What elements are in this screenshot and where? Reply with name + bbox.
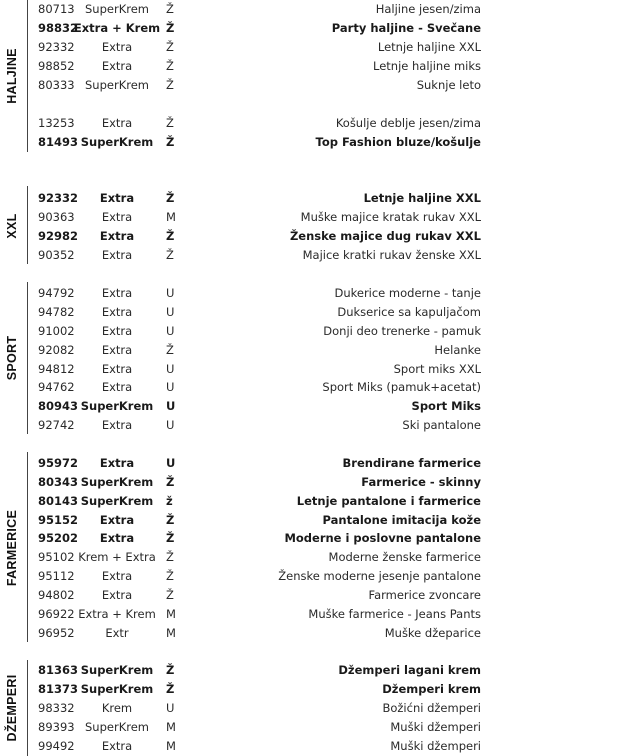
product-gender: Ž [166, 2, 174, 16]
product-gender: Ž [166, 40, 174, 54]
product-gender: M [166, 626, 176, 640]
product-name: Muške džeparice [384, 626, 481, 640]
product-quality: Extra [99, 513, 135, 527]
product-name: Farmerice - skinny [361, 475, 481, 489]
product-code: 95112 [38, 569, 75, 583]
product-quality: Extra [101, 362, 133, 376]
product-gender: Ž [166, 21, 175, 35]
product-name: Moderne i poslovne pantalone [284, 531, 481, 545]
product-row [0, 227, 622, 246]
product-gender: U [166, 362, 175, 376]
product-quality: Extra + Krem [78, 607, 156, 621]
product-row [0, 19, 622, 38]
product-name: Ski pantalone [402, 418, 481, 432]
product-name: Muški džemperi [390, 739, 481, 753]
product-row [0, 397, 622, 416]
product-quality: SuperKrem [85, 720, 149, 734]
product-row [0, 133, 622, 152]
product-quality: Krem + Extra [78, 550, 156, 564]
product-quality: Extra [101, 40, 133, 54]
product-row [0, 699, 622, 718]
section-label-haljine: HALJINE [5, 48, 19, 104]
product-name: Dukserice sa kapuljačom [337, 305, 481, 319]
product-name: Letnje haljine miks [373, 59, 481, 73]
product-quality: SuperKrem [85, 78, 149, 92]
product-gender: M [166, 607, 176, 621]
product-gender: Ž [166, 475, 175, 489]
product-quality: Extra [101, 324, 133, 338]
product-code: 94802 [38, 588, 75, 602]
product-gender: ž [166, 494, 173, 508]
product-gender: U [166, 305, 175, 319]
product-name: Košulje deblje jesen/zima [335, 116, 481, 130]
section-label-dzemperi: DŽEMPERI [5, 674, 19, 742]
product-row [0, 680, 622, 699]
product-gender: Ž [166, 343, 174, 357]
product-name: Sport Miks (pamuk+acetat) [322, 380, 481, 394]
product-gender: Ž [166, 588, 174, 602]
product-quality: Extra [101, 380, 133, 394]
product-quality: Extra [101, 739, 133, 753]
product-code: 99492 [38, 739, 75, 753]
product-code: 80343 [38, 475, 79, 489]
product-row [0, 341, 622, 360]
product-name: Moderne ženske farmerice [328, 550, 481, 564]
product-gender: Ž [166, 531, 175, 545]
product-row [0, 246, 622, 265]
product-quality: SuperKrem [85, 2, 149, 16]
section-label-sport: SPORT [5, 335, 19, 381]
product-row [0, 567, 622, 586]
product-gender: M [166, 720, 176, 734]
product-quality: SuperKrem [80, 399, 154, 413]
product-quality: Extra [101, 116, 133, 130]
product-name: Muški džemperi [390, 720, 481, 734]
product-gender: U [166, 286, 175, 300]
product-row [0, 189, 622, 208]
product-gender: Ž [166, 248, 174, 262]
product-quality: Extra [99, 191, 135, 205]
product-name: Top Fashion bluze/košulje [315, 135, 481, 149]
product-name: Donji deo trenerke - pamuk [323, 324, 481, 338]
product-quality: Extra [101, 59, 133, 73]
product-quality: SuperKrem [80, 682, 154, 696]
product-name: Ženske majice dug rukav XXL [289, 229, 481, 243]
product-row [0, 511, 622, 530]
product-code: 94792 [38, 286, 75, 300]
product-quality: Extra [101, 286, 133, 300]
product-gender: Ž [166, 116, 174, 130]
product-row [0, 76, 622, 95]
product-gender: Ž [166, 550, 174, 564]
product-row [0, 605, 622, 624]
product-gender: M [166, 210, 176, 224]
product-name: Majice kratki rukav ženske XXL [302, 248, 481, 262]
product-code: 80943 [38, 399, 79, 413]
product-code: 92742 [38, 418, 75, 432]
product-row [0, 57, 622, 76]
product-row [0, 454, 622, 473]
product-code: 80713 [38, 2, 75, 16]
product-name: Letnje pantalone i farmerice [296, 494, 481, 508]
product-code: 95152 [38, 513, 79, 527]
product-quality: Extra [99, 229, 135, 243]
product-code: 98332 [38, 701, 75, 715]
product-gender: U [166, 380, 175, 394]
product-row [0, 322, 622, 341]
product-code: 92082 [38, 343, 75, 357]
product-gender: Ž [166, 135, 175, 149]
product-code: 94782 [38, 305, 75, 319]
product-quality: Extra [101, 588, 133, 602]
product-code: 80143 [38, 494, 79, 508]
product-name: Božićni džemperi [382, 701, 481, 715]
product-gender: Ž [166, 569, 174, 583]
product-code: 90352 [38, 248, 75, 262]
product-code: 81373 [38, 682, 79, 696]
product-quality: Extra [101, 343, 133, 357]
product-name: Brendirane farmerice [342, 456, 481, 470]
product-code: 81363 [38, 663, 79, 677]
product-row [0, 548, 622, 567]
product-code: 90363 [38, 210, 75, 224]
product-quality: Extra [101, 305, 133, 319]
product-name: Džemperi lagani krem [338, 663, 481, 677]
product-code: 92332 [38, 40, 75, 54]
product-code: 92982 [38, 229, 79, 243]
product-row [0, 473, 622, 492]
product-code: 96952 [38, 626, 75, 640]
product-row [0, 737, 622, 756]
product-code: 89393 [38, 720, 75, 734]
product-code: 96922 [38, 607, 75, 621]
product-name: Pantalone imitacija kože [322, 513, 481, 527]
product-code: 81493 [38, 135, 79, 149]
product-code: 98852 [38, 59, 75, 73]
product-name: Party haljine - Svečane [331, 21, 481, 35]
product-code: 94762 [38, 380, 75, 394]
product-quality: SuperKrem [80, 494, 154, 508]
product-gender: Ž [166, 229, 175, 243]
product-code: 95202 [38, 531, 79, 545]
product-quality: Extra + Krem [73, 21, 161, 35]
product-row [0, 114, 622, 133]
product-name: Muške farmerice - Jeans Pants [308, 607, 481, 621]
product-code: 92332 [38, 191, 79, 205]
product-row [0, 661, 622, 680]
product-gender: U [166, 456, 176, 470]
product-row [0, 492, 622, 511]
product-gender: U [166, 324, 175, 338]
product-code: 95972 [38, 456, 79, 470]
product-name: Suknje leto [416, 78, 481, 92]
product-name: Sport miks XXL [393, 362, 481, 376]
product-code: 98832 [38, 21, 79, 35]
product-gender: M [166, 739, 176, 753]
product-quality: Extra [101, 248, 133, 262]
product-row [0, 208, 622, 227]
section-label-farmerice: FARMERICE [5, 509, 19, 587]
product-row [0, 303, 622, 322]
product-quality: Extra [99, 456, 135, 470]
product-gender: Ž [166, 682, 175, 696]
section-label-xxl: XXL [5, 213, 19, 239]
product-quality: SuperKrem [80, 475, 154, 489]
product-gender: U [166, 399, 176, 413]
product-name: Dukerice moderne - tanje [334, 286, 481, 300]
product-name: Muške majice kratak rukav XXL [300, 210, 481, 224]
product-name: Ženske moderne jesenje pantalone [278, 569, 481, 583]
product-code: 95102 [38, 550, 75, 564]
product-gender: Ž [166, 78, 174, 92]
product-quality: Extr [105, 626, 129, 640]
product-quality: SuperKrem [80, 135, 154, 149]
product-gender: U [166, 418, 175, 432]
product-row [0, 624, 622, 643]
product-quality: Extra [101, 569, 133, 583]
product-name: Haljine jesen/zima [375, 2, 481, 16]
product-name: Džemperi krem [382, 682, 481, 696]
product-row [0, 529, 622, 548]
product-quality: Extra [101, 418, 133, 432]
product-gender: Ž [166, 513, 175, 527]
product-quality: Krem [101, 701, 133, 715]
product-row [0, 586, 622, 605]
product-gender: Ž [166, 663, 175, 677]
product-row [0, 718, 622, 737]
product-quality: SuperKrem [80, 663, 154, 677]
product-name: Letnje haljine XXL [377, 40, 481, 54]
product-gender: Ž [166, 191, 175, 205]
product-row [0, 360, 622, 379]
product-quality: Extra [101, 210, 133, 224]
product-row [0, 0, 622, 19]
product-quality: Extra [99, 531, 135, 545]
product-name: Letnje haljine XXL [363, 191, 481, 205]
product-code: 94812 [38, 362, 75, 376]
product-name: Helanke [434, 343, 481, 357]
product-code: 80333 [38, 78, 75, 92]
product-row [0, 416, 622, 435]
product-gender: U [166, 701, 175, 715]
product-row [0, 378, 622, 397]
product-gender: Ž [166, 59, 174, 73]
product-name: Sport Miks [411, 399, 481, 413]
product-row [0, 38, 622, 57]
product-code: 13253 [38, 116, 75, 130]
product-row [0, 284, 622, 303]
product-name: Farmerice zvoncare [368, 588, 481, 602]
product-code: 91002 [38, 324, 75, 338]
